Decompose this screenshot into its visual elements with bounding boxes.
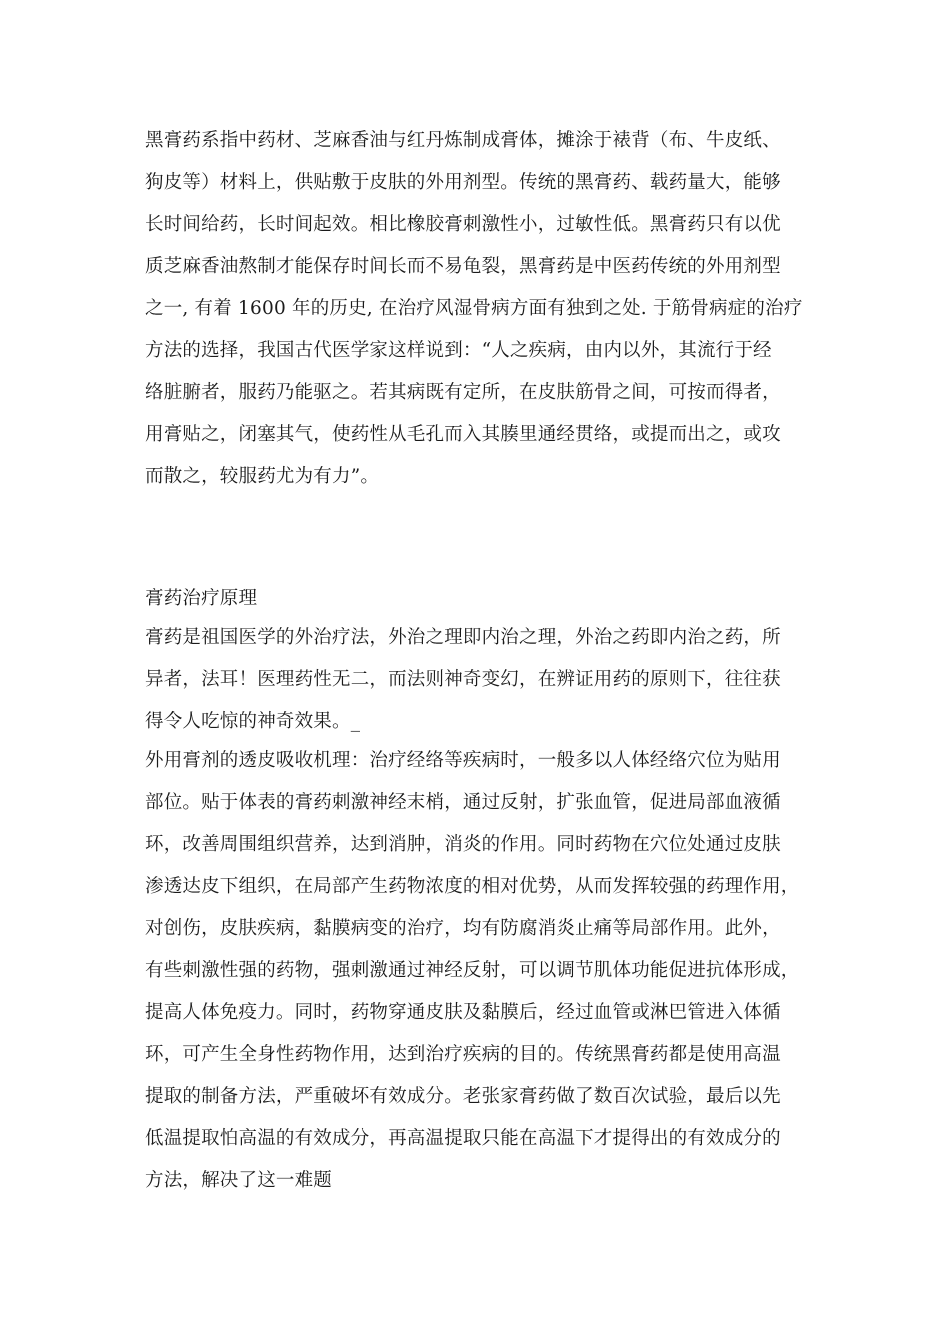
intro-line: 而散之，较服药尤为有力”。 — [145, 466, 380, 487]
absorption-line: 对创伤，皮肤疾病，黏膜病变的治疗，均有防腐消炎止痛等局部作用。此外， — [145, 918, 781, 939]
absorption-line: 渗透达皮下组织，在局部产生药物浓度的相对优势，从而发挥较强的药理作用， — [145, 876, 800, 897]
section-heading: 膏药治疗原理 — [145, 588, 258, 609]
absorption-line: 提高人体免疫力。同时，药物穿通皮肤及黏膜后，经过血管或淋巴管进入体循 — [145, 1002, 781, 1023]
intro-line: 之一, 有着 1600 年的历史, 在治疗风湿骨病方面有独到之处. 于筋骨病症的治疗 — [145, 298, 803, 319]
intro-line: 方法的选择，我国古代医学家这样说到：“人之疾病，由内以外，其流行于经 — [145, 340, 772, 361]
absorption-line: 有些刺激性强的药物，强刺激通过神经反射，可以调节肌体功能促进抗体形成， — [145, 960, 800, 981]
principle-line: 膏药是祖国医学的外治疗法，外治之理即内治之理，外治之药即内治之药，所 — [145, 627, 781, 648]
intro-line: 狗皮等）材料上，供贴敷于皮肤的外用剂型。传统的黑膏药、载药量大，能够 — [145, 172, 781, 193]
absorption-line: 部位。贴于体表的膏药刺激神经末梢，通过反射，扩张血管，促进局部血液循 — [145, 792, 781, 813]
intro-line: 黑膏药系指中药材、芝麻香油与红丹炼制成膏体，摊涂于裱背（布、牛皮纸、 — [145, 130, 781, 151]
absorption-line: 环，可产生全身性药物作用，达到治疗疾病的目的。传统黑膏药都是使用高温 — [145, 1044, 781, 1065]
absorption-line: 方法，解决了这一难题 — [145, 1170, 333, 1191]
intro-line: 长时间给药，长时间起效。相比橡胶膏刺激性小，过敏性低。黑膏药只有以优 — [145, 214, 781, 235]
absorption-line: 环，改善周围组织营养，达到消肿，消炎的作用。同时药物在穴位处通过皮肤 — [145, 834, 781, 855]
intro-line: 质芝麻香油熬制才能保存时间长而不易龟裂，黑膏药是中医药传统的外用剂型 — [145, 256, 781, 277]
absorption-line: 低温提取怕高温的有效成分，再高温提取只能在高温下才提得出的有效成分的 — [145, 1128, 781, 1149]
intro-line: 用膏贴之，闭塞其气，使药性从毛孔而入其腠里通经贯络，或提而出之，或攻 — [145, 424, 781, 445]
intro-line: 络脏腑者，服药乃能驱之。若其病既有定所，在皮肤筋骨之间，可按而得者， — [145, 382, 781, 403]
absorption-line: 外用膏剂的透皮吸收机理：治疗经络等疾病时，一般多以人体经络穴位为贴用 — [145, 750, 781, 771]
principle-line: 得令人吃惊的神奇效果。_ — [145, 711, 361, 732]
principle-line: 异者，法耳！医理药性无二，而法则神奇变幻，在辨证用药的原则下，往往获 — [145, 669, 781, 690]
absorption-line: 提取的制备方法，严重破坏有效成分。老张家膏药做了数百次试验，最后以先 — [145, 1086, 781, 1107]
